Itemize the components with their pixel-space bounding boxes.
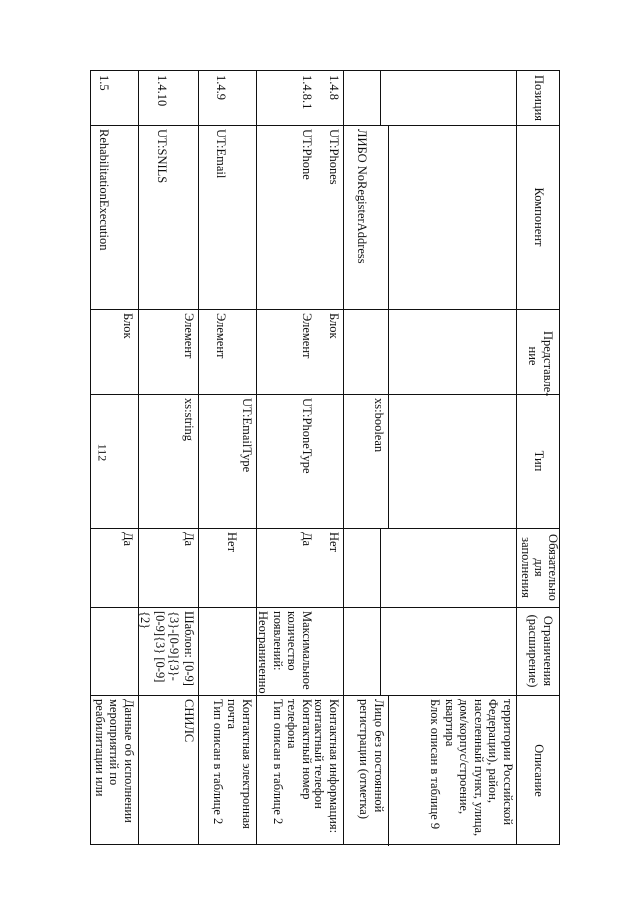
column-divider	[91, 695, 559, 696]
phone-type: UT:PhoneType	[300, 398, 314, 474]
snils-component: UT:SNILS	[155, 129, 169, 184]
column-divider	[91, 394, 559, 395]
row-divider	[380, 528, 381, 695]
email-description: Контактная электронная почта Тип описан в таблице 2	[211, 699, 254, 829]
snils-position: 1.4.10	[155, 75, 169, 107]
column-divider	[91, 125, 559, 126]
email-required: Нет	[225, 532, 239, 553]
phone-representation: Элемент	[300, 313, 314, 359]
snils-restriction: Шаблон: [0-9]{3}-[0-9]{3}-[0-9]{3} [0-9]{2}	[138, 611, 196, 686]
phones-component: UT:Phones	[327, 129, 341, 185]
row-divider	[388, 125, 389, 529]
header-type: Тип	[532, 450, 546, 472]
header-description: Описание	[532, 744, 546, 797]
noreg-type: xs:boolean	[372, 398, 386, 453]
header-position: Позиция	[532, 74, 546, 122]
rehab-component: RehabilitationExecution	[97, 129, 111, 251]
row-divider	[516, 71, 517, 844]
phone-description: Контактный номер телефона Тип описан в таблице 2	[271, 699, 314, 825]
snils-required: Да	[182, 532, 196, 547]
header-component: Компонент	[532, 187, 546, 247]
phones-position: 1.4.8	[327, 75, 341, 100]
rehab-description: Данные об исполнении мероприятий по реабилитации или	[93, 699, 136, 823]
cont-description: территории Российской Федерации), район, населенный пункт, улица, дом/корпус/строение, квартира Блок описан в таблице 9	[428, 699, 515, 837]
snils-type: xs:string	[182, 398, 196, 442]
phones-description: Контактная информация: контактный телефон	[312, 699, 341, 834]
noreg-description: Лицо без постоянной регистрации (отметка)	[357, 699, 386, 819]
noreg-component: ЛИБО NoRegisterAddress	[355, 129, 369, 264]
email-position: 1.4.9	[214, 75, 228, 100]
column-divider	[91, 607, 559, 608]
row-divider	[343, 71, 344, 844]
phones-required: Нет	[327, 532, 341, 553]
phones-representation: Блок	[327, 313, 341, 339]
page-number: 112	[95, 443, 110, 462]
header-required: Обязательно для заполнения	[519, 534, 560, 601]
email-component: UT:Email	[214, 129, 228, 179]
column-divider	[91, 309, 559, 310]
rehab-representation: Блок	[121, 313, 135, 339]
email-type: UT:EmailType	[240, 398, 254, 473]
row-divider	[380, 71, 381, 125]
phone-component: UT:Phone	[300, 129, 314, 180]
row-divider	[198, 71, 199, 844]
snils-representation: Элемент	[182, 313, 196, 359]
snils-description: СНИЛС	[182, 699, 196, 743]
phone-required: Да	[300, 532, 314, 547]
rehab-required: Да	[121, 532, 135, 547]
row-divider	[388, 695, 389, 846]
column-divider	[91, 528, 559, 529]
row-divider	[256, 71, 257, 844]
phone-position: 1.4.8.1	[300, 75, 314, 110]
rehab-position: 1.5	[97, 75, 111, 91]
phone-restriction: Максимальное количество появлений: Неограниченно	[256, 611, 314, 694]
email-representation: Элемент	[214, 313, 228, 359]
header-restriction: Ограничения (расширение)	[526, 614, 555, 688]
header-representation: Представле-ние	[526, 331, 555, 397]
row-divider	[138, 71, 139, 844]
specification-table	[90, 70, 560, 845]
